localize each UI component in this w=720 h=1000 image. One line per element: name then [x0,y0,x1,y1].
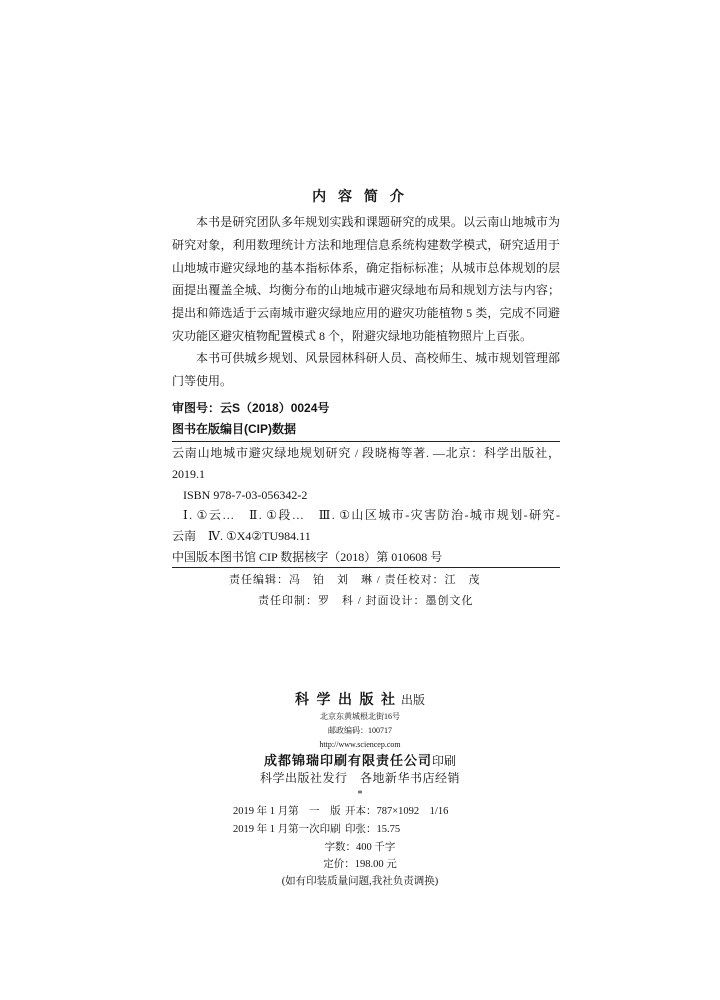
production-credits: 责任印制：罗 科 / 封面设计：墨创文化 [258,595,474,607]
cip-title-line: 云南山地城市避灾绿地规划研究 / 段晓梅等著. —北京：科学出版社， [172,446,560,460]
cip-heading: 图书在版编目(CIP)数据 [172,422,296,436]
cip-classification-line: Ⅰ. ①云… Ⅱ. ①段… Ⅲ. ①山区城市-灾害防治-城市规划-研究- [183,508,560,522]
cip-classification-line: 云南 Ⅳ. ①X4②TU984.11 [172,529,311,543]
publisher-url: http://www.sciencep.com [319,740,401,749]
summary-title: 内 容 简 介 [312,188,408,204]
map-approval-number: 审图号：云S（2018）0024号 [172,401,330,415]
cip-top-divider [172,441,560,442]
cip-year-line: 2019.1 [172,467,205,481]
printing-row [233,822,400,838]
summary-line: 本书是研究团队多年规划实践和课题研究的成果。以云南山地城市为 [196,215,560,229]
book-format: 开本：787×1092 1/16 [345,806,449,817]
distribution-line: 科学出版社发行 各地新华书店经销 [259,771,460,785]
publisher-name: 科 学 出 版 社 [294,693,397,708]
summary-line: 山地城市避灾绿地的基本指标体系，确定指标标准；从城市总体规划的层 [172,261,560,275]
printer-suffix: 印刷 [432,754,457,768]
first-edition: 2019 年 1 月第 一 版 [233,806,341,817]
summary-line: 灾功能区避灾植物配置模式 8 个，附避灾绿地功能植物照片上百张。 [172,329,533,343]
summary-line: 研究对象，利用数理统计方法和地理信息系统构建数学模式，研究适用于 [172,238,560,252]
summary-line: 面提出覆盖全城、均衡分布的山地城市避灾绿地布局和规划方法与内容； [172,283,560,297]
publisher-address: 北京东黄城根北街16号 [320,712,400,721]
edition-row [233,804,448,820]
quality-note: (如有印装质量问题,我社负责调换) [281,876,439,887]
cip-bottom-divider [172,567,560,568]
printer-line [0,753,720,769]
cip-isbn-line: ISBN 978-7-03-056342-2 [183,488,308,502]
separator-star: * [357,789,363,800]
price: 定价：198.00 元 [323,859,397,870]
cip-record-number: 中国版本图书馆 CIP 数据核字（2018）第 010608 号 [172,550,443,564]
summary-line: 提出和筛选适于云南城市避灾绿地应用的避灾功能植物 5 类，完成不同避 [172,306,560,320]
publisher-line [0,692,720,708]
editor-credits: 责任编辑：冯 铂 刘 琳 / 责任校对：江 茂 [229,574,481,586]
summary-line: 本书可供城乡规划、风景园林科研人员、高校师生、城市规划管理部 [196,351,560,365]
printer-name: 成都锦瑞印刷有限责任公司 [263,753,432,768]
summary-line: 门等使用。 [172,374,233,388]
printed-sheets: 印张：15.75 [345,824,401,835]
publisher-suffix: 出版 [400,693,425,707]
word-count: 字数：400 千字 [324,842,396,853]
publisher-postcode: 邮政编码：100717 [328,726,392,735]
first-printing: 2019 年 1 月第一次印刷 [233,824,341,835]
